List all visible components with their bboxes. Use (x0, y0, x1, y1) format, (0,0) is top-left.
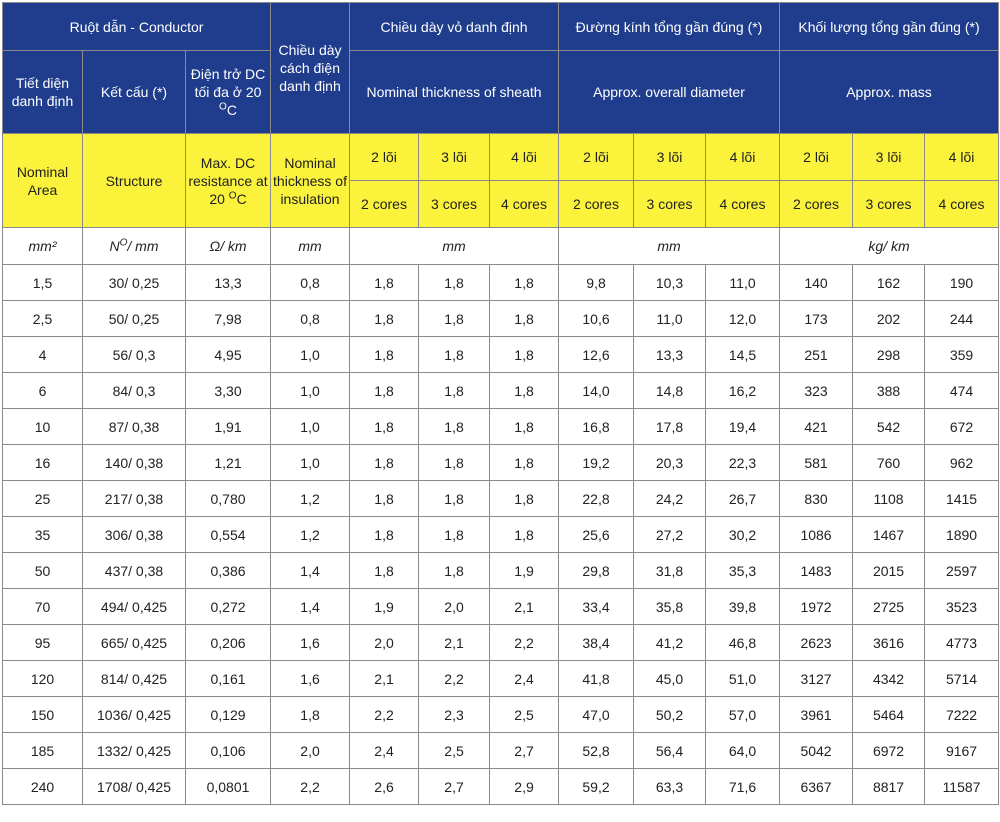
cell-mass-2-cores: 1972 (780, 589, 853, 625)
mass-cores-en-3: 3 cores (853, 181, 925, 228)
cell-diameter-4-cores: 14,5 (706, 337, 780, 373)
cell-sheath-4-cores: 2,5 (490, 697, 559, 733)
sheath-cores-vi-4: 4 lõi (490, 134, 559, 181)
structure-unit-n: N (109, 238, 120, 254)
cell-resistance: 0,206 (186, 625, 271, 661)
cell-mass-3-cores: 6972 (853, 733, 925, 769)
cell-diameter-4-cores: 11,0 (706, 265, 780, 301)
cell-diameter-2-cores: 19,2 (559, 445, 634, 481)
diameter-header-en: Approx. overall diameter (559, 51, 780, 134)
cell-mass-4-cores: 672 (925, 409, 999, 445)
cell-diameter-2-cores: 9,8 (559, 265, 634, 301)
cell-diameter-2-cores: 25,6 (559, 517, 634, 553)
cell-sheath-4-cores: 2,2 (490, 625, 559, 661)
cell-mass-4-cores: 474 (925, 373, 999, 409)
cell-diameter-4-cores: 57,0 (706, 697, 780, 733)
cell-diameter-4-cores: 46,8 (706, 625, 780, 661)
cell-diameter-4-cores: 30,2 (706, 517, 780, 553)
cell-mass-2-cores: 251 (780, 337, 853, 373)
cell-structure: 56/ 0,3 (83, 337, 186, 373)
cell-resistance: 1,21 (186, 445, 271, 481)
sheath-header-en: Nominal thickness of sheath (350, 51, 559, 134)
structure-unit (83, 228, 186, 265)
cell-diameter-3-cores: 50,2 (634, 697, 706, 733)
cell-sheath-4-cores: 2,9 (490, 769, 559, 805)
cell-sheath-3-cores: 2,2 (419, 661, 490, 697)
cell-mass-4-cores: 7222 (925, 697, 999, 733)
cell-area: 35 (3, 517, 83, 553)
table-row (3, 481, 999, 517)
cell-sheath-2-cores: 2,0 (350, 625, 419, 661)
cell-mass-2-cores: 323 (780, 373, 853, 409)
cell-area: 95 (3, 625, 83, 661)
table-row (3, 445, 999, 481)
cell-diameter-3-cores: 41,2 (634, 625, 706, 661)
cell-structure: 494/ 0,425 (83, 589, 186, 625)
table-row (3, 625, 999, 661)
cell-sheath-2-cores: 1,8 (350, 517, 419, 553)
cell-diameter-2-cores: 33,4 (559, 589, 634, 625)
cell-area: 4 (3, 337, 83, 373)
diameter-cores-vi-3: 3 lõi (634, 134, 706, 181)
cell-insulation: 2,0 (271, 733, 350, 769)
table-row (3, 589, 999, 625)
cell-sheath-2-cores: 1,8 (350, 445, 419, 481)
cell-sheath-4-cores: 1,9 (490, 553, 559, 589)
cell-mass-2-cores: 5042 (780, 733, 853, 769)
cell-diameter-3-cores: 10,3 (634, 265, 706, 301)
cell-area: 150 (3, 697, 83, 733)
resistance-header-vi (186, 51, 271, 134)
cell-sheath-2-cores: 2,4 (350, 733, 419, 769)
cell-area: 25 (3, 481, 83, 517)
cell-mass-4-cores: 11587 (925, 769, 999, 805)
cell-mass-3-cores: 388 (853, 373, 925, 409)
cell-sheath-2-cores: 1,8 (350, 553, 419, 589)
cell-diameter-4-cores: 71,6 (706, 769, 780, 805)
cell-structure: 217/ 0,38 (83, 481, 186, 517)
cell-mass-4-cores: 190 (925, 265, 999, 301)
cell-mass-4-cores: 359 (925, 337, 999, 373)
cell-insulation: 1,0 (271, 409, 350, 445)
table-row (3, 265, 999, 301)
cell-insulation: 1,4 (271, 589, 350, 625)
cell-mass-3-cores: 8817 (853, 769, 925, 805)
sheath-cores-en-3: 3 cores (419, 181, 490, 228)
table-row (3, 661, 999, 697)
cell-sheath-3-cores: 2,1 (419, 625, 490, 661)
table-row (3, 553, 999, 589)
cell-sheath-4-cores: 2,1 (490, 589, 559, 625)
cell-diameter-2-cores: 10,6 (559, 301, 634, 337)
mass-unit: kg/ km (780, 228, 999, 265)
cell-mass-2-cores: 421 (780, 409, 853, 445)
cell-sheath-4-cores: 1,8 (490, 445, 559, 481)
cell-sheath-3-cores: 1,8 (419, 445, 490, 481)
cell-sheath-3-cores: 1,8 (419, 301, 490, 337)
cell-resistance: 3,30 (186, 373, 271, 409)
cell-diameter-2-cores: 52,8 (559, 733, 634, 769)
cell-diameter-2-cores: 14,0 (559, 373, 634, 409)
cell-diameter-3-cores: 56,4 (634, 733, 706, 769)
cell-mass-3-cores: 1467 (853, 517, 925, 553)
cell-resistance: 0,161 (186, 661, 271, 697)
cell-insulation: 1,6 (271, 625, 350, 661)
celsius-unit: C (236, 190, 247, 207)
cell-structure: 50/ 0,25 (83, 301, 186, 337)
cell-sheath-2-cores: 1,8 (350, 301, 419, 337)
cell-diameter-3-cores: 27,2 (634, 517, 706, 553)
cell-area: 120 (3, 661, 83, 697)
sheath-cores-en-4: 4 cores (490, 181, 559, 228)
cell-mass-3-cores: 760 (853, 445, 925, 481)
cell-sheath-4-cores: 1,8 (490, 409, 559, 445)
cell-sheath-2-cores: 2,1 (350, 661, 419, 697)
cell-mass-3-cores: 202 (853, 301, 925, 337)
cell-sheath-3-cores: 1,8 (419, 553, 490, 589)
resistance-header-en-text: Max. DC resistance at 20 (188, 154, 268, 207)
cell-resistance: 1,91 (186, 409, 271, 445)
cell-sheath-4-cores: 2,4 (490, 661, 559, 697)
table-row (3, 373, 999, 409)
area-header-en: Nominal Area (3, 134, 83, 228)
mass-cores-vi-4: 4 lõi (925, 134, 999, 181)
cell-mass-3-cores: 162 (853, 265, 925, 301)
cell-diameter-2-cores: 38,4 (559, 625, 634, 661)
cell-diameter-2-cores: 22,8 (559, 481, 634, 517)
sheath-cores-vi-2: 2 lõi (350, 134, 419, 181)
cell-resistance: 4,95 (186, 337, 271, 373)
cell-mass-4-cores: 1415 (925, 481, 999, 517)
cell-diameter-4-cores: 16,2 (706, 373, 780, 409)
cell-diameter-3-cores: 20,3 (634, 445, 706, 481)
cell-resistance: 0,386 (186, 553, 271, 589)
cell-insulation: 1,0 (271, 337, 350, 373)
cell-sheath-2-cores: 1,8 (350, 337, 419, 373)
table-row (3, 337, 999, 373)
mass-cores-en-2: 2 cores (780, 181, 853, 228)
cell-diameter-4-cores: 64,0 (706, 733, 780, 769)
cell-structure: 1708/ 0,425 (83, 769, 186, 805)
cell-diameter-4-cores: 19,4 (706, 409, 780, 445)
cell-structure: 1332/ 0,425 (83, 733, 186, 769)
area-header-vi: Tiết diện danh định (3, 51, 83, 134)
cell-diameter-2-cores: 29,8 (559, 553, 634, 589)
degree-superscript: O (219, 101, 227, 113)
cell-mass-4-cores: 962 (925, 445, 999, 481)
cell-sheath-2-cores: 2,2 (350, 697, 419, 733)
cell-insulation: 2,2 (271, 769, 350, 805)
sheath-header-vi: Chiều dày vỏ danh định (350, 3, 559, 51)
mass-cores-en-4: 4 cores (925, 181, 999, 228)
cell-mass-4-cores: 1890 (925, 517, 999, 553)
table-row (3, 409, 999, 445)
cell-insulation: 0,8 (271, 265, 350, 301)
sheath-unit: mm (350, 228, 559, 265)
area-unit: mm² (3, 228, 83, 265)
diameter-cores-en-3: 3 cores (634, 181, 706, 228)
table-row (3, 769, 999, 805)
cell-resistance: 0,272 (186, 589, 271, 625)
cell-resistance: 0,554 (186, 517, 271, 553)
mass-cores-vi-3: 3 lõi (853, 134, 925, 181)
cell-diameter-4-cores: 22,3 (706, 445, 780, 481)
cell-area: 50 (3, 553, 83, 589)
insulation-unit: mm (271, 228, 350, 265)
resistance-unit: Ω/ km (186, 228, 271, 265)
cell-mass-3-cores: 542 (853, 409, 925, 445)
cell-mass-3-cores: 2725 (853, 589, 925, 625)
cell-diameter-3-cores: 13,3 (634, 337, 706, 373)
structure-unit-mm: / mm (127, 238, 159, 254)
cell-mass-3-cores: 298 (853, 337, 925, 373)
cell-diameter-4-cores: 12,0 (706, 301, 780, 337)
cell-insulation: 1,2 (271, 481, 350, 517)
diameter-cores-vi-2: 2 lõi (559, 134, 634, 181)
cable-spec-table (2, 2, 999, 805)
cell-insulation: 1,0 (271, 373, 350, 409)
cell-mass-2-cores: 2623 (780, 625, 853, 661)
cell-mass-2-cores: 173 (780, 301, 853, 337)
cell-sheath-2-cores: 1,9 (350, 589, 419, 625)
table-row (3, 697, 999, 733)
insulation-header-en: Nominal thickness of insulation (271, 134, 350, 228)
sheath-cores-vi-3: 3 lõi (419, 134, 490, 181)
cell-diameter-3-cores: 63,3 (634, 769, 706, 805)
cell-mass-2-cores: 3127 (780, 661, 853, 697)
cell-structure: 306/ 0,38 (83, 517, 186, 553)
cell-area: 185 (3, 733, 83, 769)
cell-mass-3-cores: 4342 (853, 661, 925, 697)
table-row (3, 733, 999, 769)
cell-insulation: 1,2 (271, 517, 350, 553)
mass-header-en: Approx. mass (780, 51, 999, 134)
cell-diameter-3-cores: 31,8 (634, 553, 706, 589)
cell-diameter-2-cores: 16,8 (559, 409, 634, 445)
cell-sheath-4-cores: 1,8 (490, 517, 559, 553)
cell-sheath-3-cores: 2,0 (419, 589, 490, 625)
cell-mass-4-cores: 9167 (925, 733, 999, 769)
cell-structure: 665/ 0,425 (83, 625, 186, 661)
cell-sheath-3-cores: 1,8 (419, 373, 490, 409)
sheath-cores-en-2: 2 cores (350, 181, 419, 228)
cell-resistance: 0,780 (186, 481, 271, 517)
cell-area: 70 (3, 589, 83, 625)
cell-resistance: 0,0801 (186, 769, 271, 805)
cell-mass-2-cores: 3961 (780, 697, 853, 733)
cell-mass-2-cores: 830 (780, 481, 853, 517)
table-row (3, 301, 999, 337)
cell-mass-2-cores: 140 (780, 265, 853, 301)
cell-diameter-4-cores: 39,8 (706, 589, 780, 625)
mass-cores-vi-2: 2 lõi (780, 134, 853, 181)
cell-sheath-3-cores: 1,8 (419, 409, 490, 445)
cell-structure: 30/ 0,25 (83, 265, 186, 301)
cell-resistance: 7,98 (186, 301, 271, 337)
cell-diameter-3-cores: 11,0 (634, 301, 706, 337)
cell-sheath-3-cores: 1,8 (419, 481, 490, 517)
cell-area: 2,5 (3, 301, 83, 337)
cell-diameter-3-cores: 17,8 (634, 409, 706, 445)
cell-sheath-4-cores: 1,8 (490, 265, 559, 301)
cell-sheath-2-cores: 1,8 (350, 265, 419, 301)
cell-structure: 140/ 0,38 (83, 445, 186, 481)
cell-sheath-4-cores: 1,8 (490, 301, 559, 337)
cell-diameter-4-cores: 26,7 (706, 481, 780, 517)
cell-sheath-3-cores: 1,8 (419, 517, 490, 553)
cell-resistance: 13,3 (186, 265, 271, 301)
units-row (3, 228, 999, 265)
degree-superscript: O (228, 189, 237, 201)
cell-insulation: 1,8 (271, 697, 350, 733)
cell-mass-2-cores: 1086 (780, 517, 853, 553)
cell-sheath-3-cores: 1,8 (419, 337, 490, 373)
cell-sheath-2-cores: 1,8 (350, 481, 419, 517)
cell-sheath-3-cores: 2,7 (419, 769, 490, 805)
cell-mass-2-cores: 581 (780, 445, 853, 481)
cell-sheath-4-cores: 2,7 (490, 733, 559, 769)
cell-mass-4-cores: 244 (925, 301, 999, 337)
diameter-cores-en-4: 4 cores (706, 181, 780, 228)
diameter-cores-en-2: 2 cores (559, 181, 634, 228)
resistance-header-vi-text: Điện trở DC tối đa ở 20 (190, 66, 266, 100)
cell-diameter-4-cores: 51,0 (706, 661, 780, 697)
cell-diameter-3-cores: 35,8 (634, 589, 706, 625)
cell-resistance: 0,129 (186, 697, 271, 733)
cell-sheath-3-cores: 1,8 (419, 265, 490, 301)
cell-mass-4-cores: 3523 (925, 589, 999, 625)
cell-area: 16 (3, 445, 83, 481)
cell-structure: 87/ 0,38 (83, 409, 186, 445)
cell-mass-2-cores: 6367 (780, 769, 853, 805)
cell-area: 10 (3, 409, 83, 445)
cell-diameter-3-cores: 24,2 (634, 481, 706, 517)
cell-mass-3-cores: 1108 (853, 481, 925, 517)
cell-mass-3-cores: 3616 (853, 625, 925, 661)
cell-sheath-2-cores: 2,6 (350, 769, 419, 805)
resistance-header-en (186, 134, 271, 228)
conductor-group-header: Ruột dẫn - Conductor (3, 3, 271, 51)
cell-diameter-2-cores: 47,0 (559, 697, 634, 733)
cell-diameter-2-cores: 12,6 (559, 337, 634, 373)
cell-diameter-4-cores: 35,3 (706, 553, 780, 589)
cell-structure: 84/ 0,3 (83, 373, 186, 409)
table-row (3, 517, 999, 553)
cell-sheath-4-cores: 1,8 (490, 337, 559, 373)
cell-sheath-3-cores: 2,5 (419, 733, 490, 769)
cell-mass-4-cores: 4773 (925, 625, 999, 661)
cell-sheath-3-cores: 2,3 (419, 697, 490, 733)
celsius-unit: C (226, 102, 237, 118)
degree-superscript: O (119, 237, 128, 249)
cell-area: 1,5 (3, 265, 83, 301)
cell-insulation: 1,6 (271, 661, 350, 697)
structure-header-vi: Kết cấu (*) (83, 51, 186, 134)
cell-sheath-4-cores: 1,8 (490, 373, 559, 409)
cell-area: 240 (3, 769, 83, 805)
cell-diameter-2-cores: 59,2 (559, 769, 634, 805)
cell-resistance: 0,106 (186, 733, 271, 769)
diameter-unit: mm (559, 228, 780, 265)
cell-structure: 1036/ 0,425 (83, 697, 186, 733)
cell-diameter-2-cores: 41,8 (559, 661, 634, 697)
cell-mass-4-cores: 2597 (925, 553, 999, 589)
cell-diameter-3-cores: 45,0 (634, 661, 706, 697)
cell-area: 6 (3, 373, 83, 409)
cell-insulation: 0,8 (271, 301, 350, 337)
diameter-cores-vi-4: 4 lõi (706, 134, 780, 181)
mass-header-vi: Khối lượng tổng gần đúng (*) (780, 3, 999, 51)
cell-sheath-2-cores: 1,8 (350, 409, 419, 445)
insulation-header-vi: Chiều dày cách điện danh định (271, 3, 350, 134)
cell-mass-3-cores: 5464 (853, 697, 925, 733)
cell-mass-2-cores: 1483 (780, 553, 853, 589)
cell-structure: 437/ 0,38 (83, 553, 186, 589)
cell-structure: 814/ 0,425 (83, 661, 186, 697)
diameter-header-vi: Đường kính tổng gần đúng (*) (559, 3, 780, 51)
structure-header-en: Structure (83, 134, 186, 228)
cell-diameter-3-cores: 14,8 (634, 373, 706, 409)
cell-insulation: 1,4 (271, 553, 350, 589)
cell-insulation: 1,0 (271, 445, 350, 481)
cell-mass-3-cores: 2015 (853, 553, 925, 589)
cell-sheath-2-cores: 1,8 (350, 373, 419, 409)
cell-sheath-4-cores: 1,8 (490, 481, 559, 517)
cell-mass-4-cores: 5714 (925, 661, 999, 697)
